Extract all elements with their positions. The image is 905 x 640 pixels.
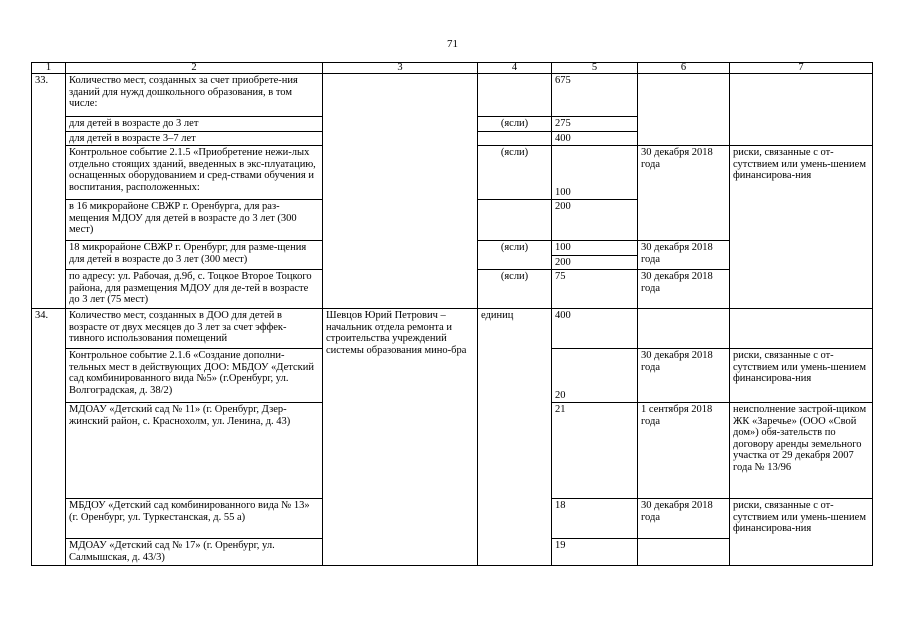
unit-cell: (ясли) xyxy=(478,270,552,309)
responsible-person: Шевцов Юрий Петрович – начальник отдела ремонта и строительства учреждений системы образования мино-бра xyxy=(323,309,478,566)
indicator-text: Количество мест, созданных в ДОО для детей в возрасте от двух месяцев до 3 лет за счет эффек-тивного использования помещений xyxy=(66,309,323,349)
unit-cell: (ясли) xyxy=(478,241,552,270)
plan-table xyxy=(31,62,873,566)
table-row xyxy=(32,309,873,349)
indicator-text: для детей в возрасте до 3 лет xyxy=(66,117,323,132)
unit-cell: единиц xyxy=(478,309,552,566)
table-row xyxy=(32,74,873,117)
unit-cell: (ясли) xyxy=(478,117,552,132)
risk-cell xyxy=(730,74,873,146)
kindergarten-text: МДОАУ «Детский сад № 17» (г. Оренбург, ул. Салмышская, д. 43/3) xyxy=(66,539,323,566)
date-cell xyxy=(638,309,730,349)
date-cell: 30 декабря 2018 года xyxy=(638,270,730,309)
unit-cell xyxy=(478,131,552,146)
header-cell: 3 xyxy=(323,63,478,74)
header-cell: 6 xyxy=(638,63,730,74)
unit-cell: (ясли) xyxy=(478,146,552,200)
value-cell: 400 xyxy=(552,309,638,349)
date-cell: 1 сентября 2018 года xyxy=(638,403,730,499)
value-cell: 200 xyxy=(552,255,638,270)
value-cell: 100 xyxy=(552,241,638,256)
value-cell: 18 xyxy=(552,499,638,539)
header-cell: 7 xyxy=(730,63,873,74)
responsible-cell xyxy=(323,74,478,309)
page-number: 71 xyxy=(447,38,458,50)
header-cell: 5 xyxy=(552,63,638,74)
location-text: по адресу: ул. Рабочая, д.9б, с. Тоцкое Второе Тоцкого района, для размещения МДОУ для де-тей в возрасте до 3 лет (75 мест) xyxy=(66,270,323,309)
risk-cell xyxy=(730,309,873,349)
event-text: Контрольное событие 2.1.5 «Приобретение нежи-лых отдельно стоящих зданий, введенных в экс-плуатацию, оснащенных оборудованием и сред-ствами обучения и воспитания, расположенных: xyxy=(66,146,323,200)
location-text: в 16 микрорайоне СВЖР г. Оренбурга, для раз-мещения МДОУ для детей в возрасте до 3 лет (300 мест) xyxy=(66,200,323,241)
value-cell: 100 xyxy=(552,146,638,200)
header-cell: 4 xyxy=(478,63,552,74)
row-number: 34. xyxy=(32,309,66,566)
value-cell: 19 xyxy=(552,539,638,566)
risk-cell: риски, связанные с от-сутствием или умень-шением финансирова-ния xyxy=(730,146,873,309)
row-number: 33. xyxy=(32,74,66,309)
date-cell xyxy=(638,74,730,146)
date-cell: 30 декабря 2018 года xyxy=(638,349,730,403)
date-cell: 30 декабря 2018 года xyxy=(638,241,730,270)
header-cell: 1 xyxy=(32,63,66,74)
location-text: 18 микрорайоне СВЖР г. Оренбург, для разме-щения для детей в возрасте до 3 лет (300 мест) xyxy=(66,241,323,270)
value-cell: 675 xyxy=(552,74,638,117)
value-cell: 21 xyxy=(552,403,638,499)
risk-cell: риски, связанные с от-сутствием или умень-шением финансирова-ния xyxy=(730,349,873,403)
header-row xyxy=(32,63,873,74)
indicator-text: Количество мест, созданных за счет приобрете-ния зданий для нужд дошкольного образования, в том числе: xyxy=(66,74,323,117)
value-cell: 400 xyxy=(552,131,638,146)
kindergarten-text: МБДОУ «Детский сад комбинированного вида № 13» (г. Оренбург, ул. Туркестанская, д. 55 а) xyxy=(66,499,323,539)
indicator-text: для детей в возрасте 3–7 лет xyxy=(66,131,323,146)
value-cell: 75 xyxy=(552,270,638,309)
risk-cell: риски, связанные с от-сутствием или умень-шением финансирова-ния xyxy=(730,499,873,566)
unit-cell xyxy=(478,74,552,117)
unit-cell xyxy=(478,200,552,241)
date-cell xyxy=(638,539,730,566)
kindergarten-text: МДОАУ «Детский сад № 11» (г. Оренбург, Дзер-жинский район, с. Краснохолм, ул. Ленина, д. 43) xyxy=(66,403,323,499)
date-cell: 30 декабря 2018 года xyxy=(638,146,730,241)
value-cell: 20 xyxy=(552,349,638,403)
risk-cell: неисполнение застрой-щиком ЖК «Заречье» (ООО «Свой дом») обя-зательств по договору аренды земельного участка от 29 декабря 2007 года № 13/96 xyxy=(730,403,873,499)
header-cell: 2 xyxy=(66,63,323,74)
value-cell: 275 xyxy=(552,117,638,132)
event-text: Контрольное событие 2.1.6 «Создание дополни-тельных мест в действующих ДОО: МБДОУ «Детский сад комбинированного вида №5» (г.Оренбург, ул. Волгоградская, д. 38/2) xyxy=(66,349,323,403)
date-cell: 30 декабря 2018 года xyxy=(638,499,730,539)
value-cell: 200 xyxy=(552,200,638,241)
